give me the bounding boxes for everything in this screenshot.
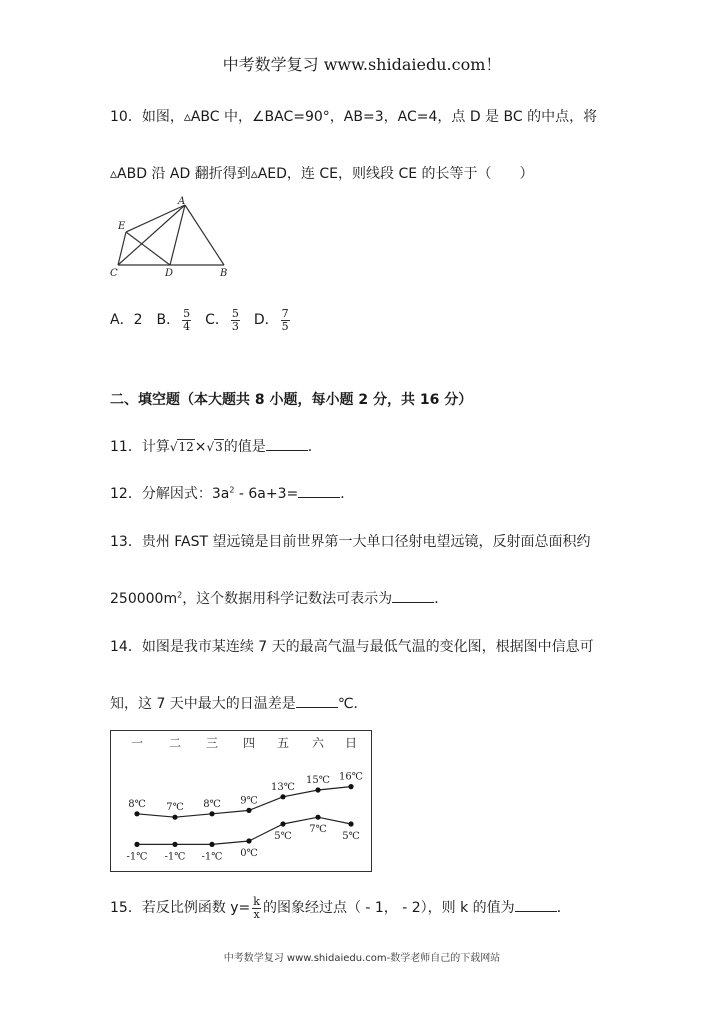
q10-line1: 10．如图，▵ABC 中，∠BAC=90°，AB=3，AC=4，点 D 是 BC 的中点，将: [110, 109, 598, 125]
day-label-2: 二: [168, 736, 182, 750]
low-point-1: [134, 842, 139, 847]
section-heading: 二、填空题（本大题共 8 小题，每小题 2 分，共 16 分）: [110, 392, 473, 408]
segment-ea: [126, 205, 185, 232]
low-label-4: 0℃: [240, 848, 258, 859]
q14-line1: 14．如图是我市某连续 7 天的最高气温与最低气温的变化图，根据图中信息可: [110, 639, 594, 655]
day-label-7: 日: [344, 736, 358, 750]
option-c-label: C．: [205, 312, 229, 328]
q12-suffix: - 6a+3=: [234, 486, 299, 502]
segment-ad: [170, 205, 185, 265]
q10-options: [110, 306, 292, 334]
high-point-4: [246, 808, 251, 813]
low-label-7: 5℃: [342, 831, 360, 842]
q11-prefix: 11．计算: [110, 439, 170, 455]
q13-line1: 13．贵州 FAST 望远镜是目前世界第一大单口径射电望远镜，反射面总面积约: [110, 534, 591, 550]
q11-suffix: 的值是: [223, 439, 266, 455]
low-label-1: -1℃: [126, 851, 148, 863]
q13-answer-blank[interactable]: [392, 588, 434, 603]
q12-prefix: 12．分解因式：3a: [110, 486, 230, 502]
low-point-5: [280, 821, 285, 826]
high-label-2: 7℃: [166, 802, 184, 814]
label-c: C: [110, 268, 118, 279]
low-point-4: [246, 838, 251, 843]
q11-times: ×: [194, 439, 207, 455]
high-label-7: 16℃: [339, 771, 363, 783]
page-header: 中考数学复习 www.shidaiedu.com！: [222, 55, 502, 74]
label-e: E: [118, 221, 126, 232]
low-label-2: -1℃: [164, 851, 186, 863]
q11-sqrt-12: √12: [169, 440, 194, 454]
high-point-7: [348, 784, 353, 789]
segment-ab: [185, 205, 224, 265]
high-label-4: 9℃: [240, 795, 258, 807]
label-b: B: [220, 268, 228, 279]
option-b-fraction: $\frac{5}{4}$: [183, 306, 191, 333]
option-c-fraction: $\frac{5}{3}$: [231, 306, 239, 333]
label-a: A: [178, 196, 186, 207]
q10-line2: ▵ABD 沿 AD 翻折得到▵AED，连 CE，则线段 CE 的长等于（ ）: [110, 166, 534, 182]
q11-answer-blank[interactable]: [266, 436, 308, 451]
q13-line2: $250000m^2$，这个数据用科学记数法可表示为 ．: [110, 588, 448, 608]
q11-sqrt-3: √3: [206, 440, 223, 454]
low-point-7: [348, 821, 353, 826]
day-label-6: 六: [311, 736, 325, 750]
option-d-label: D．: [253, 312, 279, 328]
low-label-5: 5℃: [274, 831, 292, 842]
q15: 15．若反比例函数 y= $\frac{k}{x}$ 的图象经过点（ - 1， - 2），则 k 的值为 ．: [110, 894, 571, 921]
segment-ed: [126, 232, 170, 265]
option-d-fraction: $\frac{7}{5}$: [281, 306, 289, 333]
q11: 11．计算√12×√3的值是 ．: [110, 436, 322, 456]
page-footer: 中考数学复习 www.shidaiedu.com-数学老师自己的下载网站: [223, 953, 501, 964]
q14-line2: 知，这 7 天中最大的日温差是 ℃．: [110, 693, 368, 713]
q15-answer-blank[interactable]: [515, 897, 557, 912]
q15-fraction: $\frac{k}{x}$: [253, 894, 260, 921]
q14-answer-blank[interactable]: [296, 693, 338, 708]
segment-ca: [118, 205, 185, 265]
day-label-3: 三: [205, 736, 219, 750]
high-point-3: [209, 811, 214, 816]
q12: 12．分解因式：$3a^2 - 6a+3=$ ．: [110, 483, 354, 503]
high-label-1: 8℃: [128, 798, 146, 810]
high-label-3: 8℃: [203, 798, 221, 810]
q12-answer-blank[interactable]: [298, 483, 340, 498]
label-d: D: [165, 268, 174, 279]
temperature-chart: [110, 730, 372, 872]
low-label-6: 7℃: [309, 824, 327, 836]
high-point-5: [280, 794, 285, 799]
temperature-chart-svg: [111, 731, 371, 871]
high-label-6: 15℃: [306, 775, 330, 786]
day-label-1: 一: [130, 736, 144, 750]
q10-triangle-figure: [106, 195, 236, 280]
day-label-4: 四: [242, 736, 256, 750]
high-point-1: [134, 811, 139, 816]
low-label-3: -1℃: [201, 851, 223, 863]
high-point-2: [172, 815, 177, 820]
high-label-5: 13℃: [271, 781, 295, 793]
low-point-2: [172, 842, 177, 847]
option-a-and-b-label: A．2 B．: [110, 312, 181, 328]
segment-ec: [118, 232, 126, 265]
low-point-6: [315, 815, 320, 820]
low-point-3: [209, 842, 214, 847]
day-label-5: 五: [276, 736, 290, 750]
high-point-6: [315, 787, 320, 792]
